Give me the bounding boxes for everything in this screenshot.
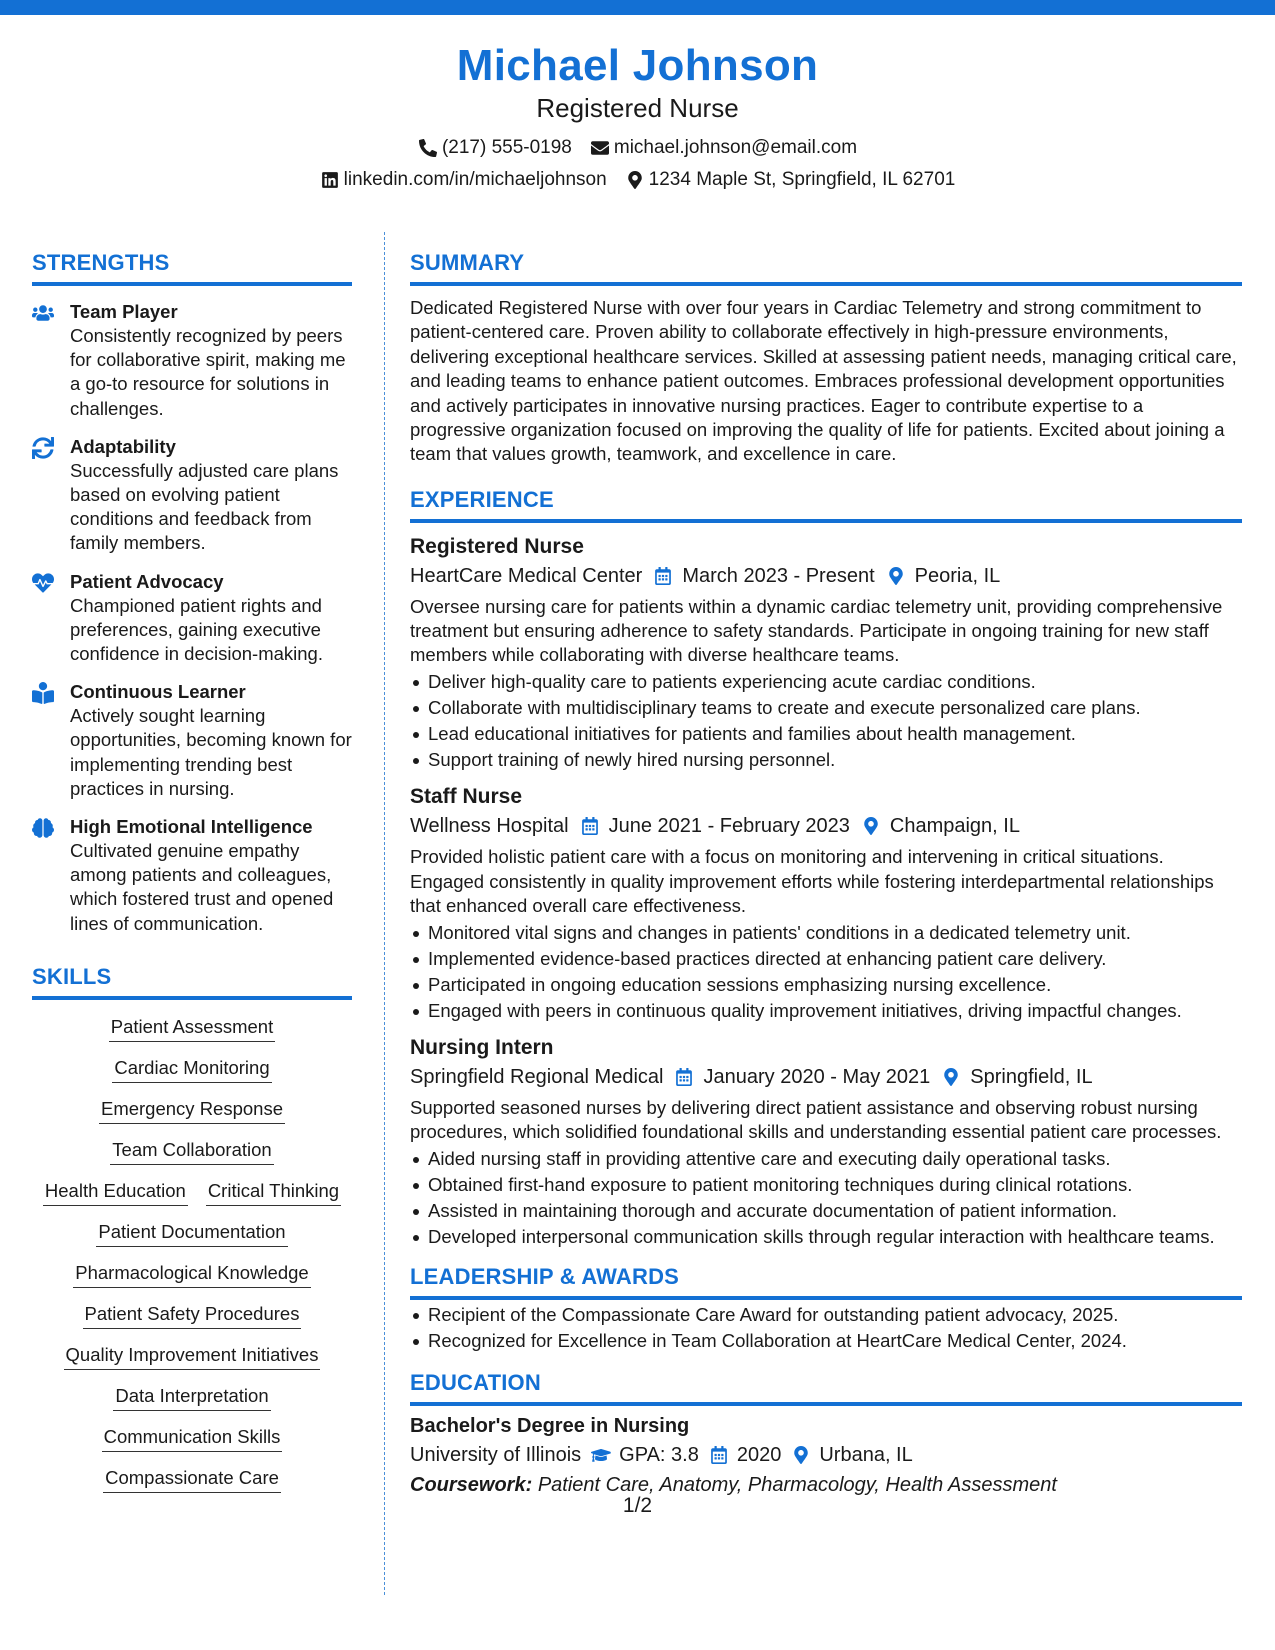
phone-icon bbox=[418, 138, 438, 158]
strength-item bbox=[32, 680, 352, 801]
list-item: Recognized for Excellence in Team Collaboration at HeartCare Medical Center, 2024. bbox=[410, 1328, 1242, 1354]
strength-desc: Actively sought learning opportunities, becoming known for implementing trending best practices in nursing. bbox=[70, 705, 352, 799]
gpa-value: GPA: 3.8 bbox=[619, 1444, 699, 1467]
page-number: 1/2 bbox=[622, 1494, 653, 1517]
job-dates: June 2021 - February 2023 bbox=[608, 815, 850, 838]
skill-tag: Data Interpretation bbox=[113, 1383, 270, 1411]
strength-title: Adaptability bbox=[70, 435, 176, 457]
map-marker-icon bbox=[625, 170, 645, 190]
job-entry bbox=[410, 783, 1242, 1024]
skill-tag: Critical Thinking bbox=[206, 1178, 341, 1206]
list-item: Aided nursing staff in providing attentive care and executing daily operational tasks. bbox=[410, 1146, 1242, 1172]
email-text: michael.johnson@email.com bbox=[613, 137, 858, 158]
job-dates: March 2023 - Present bbox=[682, 564, 875, 587]
strengths-heading: STRENGTHS bbox=[32, 248, 352, 286]
skills-list bbox=[32, 1000, 352, 1493]
phone-text: (217) 555-0198 bbox=[441, 137, 572, 158]
job-company: Wellness Hospital bbox=[410, 815, 569, 838]
education-meta bbox=[410, 1440, 1242, 1470]
strength-title: Team Player bbox=[70, 301, 178, 322]
skill-tag: Cardiac Monitoring bbox=[112, 1055, 271, 1083]
job-company: Springfield Regional Medical bbox=[410, 1066, 664, 1089]
strength-title: High Emotional Intelligence bbox=[70, 816, 313, 838]
skill-tag: Team Collaboration bbox=[110, 1137, 273, 1165]
users-icon bbox=[32, 300, 70, 421]
strength-item bbox=[32, 815, 352, 936]
job-meta bbox=[410, 561, 1242, 591]
job-title: Nursing Intern bbox=[410, 1036, 554, 1060]
coursework-label: Coursework: bbox=[410, 1474, 533, 1497]
skill-tag: Health Education bbox=[43, 1178, 188, 1206]
map-marker-icon bbox=[887, 567, 905, 585]
list-item: Collaborate with multidisciplinary teams to create and execute personalized care plans. bbox=[410, 695, 1242, 721]
candidate-role: Registered Nurse bbox=[536, 93, 739, 123]
job-entry bbox=[410, 533, 1242, 774]
contact-row-2 bbox=[0, 168, 1275, 192]
strength-title: Continuous Learner bbox=[70, 681, 246, 703]
list-item: Support training of newly hired nursing personnel. bbox=[410, 747, 1242, 773]
linkedin-text: linkedin.com/in/michaeljohnson bbox=[343, 169, 607, 190]
map-marker-icon bbox=[942, 1068, 960, 1086]
list-item: Participated in ongoing education sessions emphasizing nursing excellence. bbox=[410, 972, 1242, 998]
list-item: Obtained first-hand exposure to patient monitoring techniques during clinical rotations. bbox=[410, 1172, 1242, 1198]
job-title: Staff Nurse bbox=[410, 785, 523, 809]
address-text: 1234 Maple St, Springfield, IL 62701 bbox=[648, 169, 956, 190]
job-location: Peoria, IL bbox=[914, 564, 1001, 587]
strength-desc: Successfully adjusted care plans based on evolving patient conditions and feedback from family members. bbox=[70, 459, 339, 554]
summary-text: Dedicated Registered Nurse with over four years in Cardiac Telemetry and strong commitment to patient-centered care. Proven ability to collaborate effectively in high-pressure environments, delivering exceptional healthcare services. Skilled at assessing patient needs, managing critical care, and leading teams to enhance patient outcomes. Embraces professional development opportunities and actively participates in innovative nursing practices. Eager to contribute expertise to a progressive organization focused on improving the quality of life for patients. Excited about joining a team that values growth, teamwork, and excellence in care. bbox=[410, 297, 1237, 465]
job-bullets bbox=[410, 920, 1242, 1024]
linkedin-icon bbox=[320, 170, 340, 190]
strength-item bbox=[32, 435, 352, 556]
coursework-list: Patient Care, Anatomy, Pharmacology, Health Assessment bbox=[537, 1474, 1057, 1497]
strength-desc: Consistently recognized by peers for collaborative spirit, making me a go-to resource for solutions in challenges. bbox=[70, 325, 346, 419]
list-item: Engaged with peers in continuous quality improvement initiatives, driving impactful changes. bbox=[410, 998, 1242, 1024]
skill-tag: Patient Documentation bbox=[96, 1219, 287, 1247]
map-marker-icon bbox=[862, 817, 880, 835]
job-description: Oversee nursing care for patients within a dynamic cardiac telemetry unit, providing comprehensive treatment but ensuring adherence to safety standards. Participate in ongoing training for new staff members while collaborating with diverse healthcare teams. bbox=[410, 595, 1223, 666]
strength-desc: Cultivated genuine empathy among patients and colleagues, which fostered trust and opened lines of communication. bbox=[70, 840, 334, 934]
skill-tag: Quality Improvement Initiatives bbox=[64, 1342, 321, 1370]
job-location: Champaign, IL bbox=[889, 815, 1020, 838]
job-entry bbox=[410, 1034, 1242, 1250]
school-location: Urbana, IL bbox=[819, 1444, 913, 1467]
graduation-year: 2020 bbox=[736, 1444, 782, 1467]
linkedin-contact[interactable] bbox=[320, 168, 607, 192]
job-company: HeartCare Medical Center bbox=[410, 564, 643, 587]
top-accent-bar bbox=[0, 0, 1275, 15]
book-reader-icon bbox=[32, 680, 70, 801]
list-item: Lead educational initiatives for patients and families about health management. bbox=[410, 721, 1242, 747]
awards-heading: LEADERSHIP & AWARDS bbox=[410, 1262, 1242, 1300]
job-title: Registered Nurse bbox=[410, 534, 584, 558]
list-item: Developed interpersonal communication skills through regular interaction with healthcare teams. bbox=[410, 1224, 1242, 1250]
brain-icon bbox=[32, 815, 70, 936]
resume-header bbox=[0, 40, 1275, 192]
skills-heading: SKILLS bbox=[32, 962, 352, 1000]
job-bullets bbox=[410, 669, 1242, 773]
summary-heading: SUMMARY bbox=[410, 248, 1242, 286]
list-item: Assisted in maintaining thorough and accurate documentation of patient information. bbox=[410, 1198, 1242, 1224]
calendar-icon bbox=[709, 1446, 729, 1464]
education-heading: EDUCATION bbox=[410, 1368, 1242, 1406]
strength-title: Patient Advocacy bbox=[70, 570, 224, 592]
calendar-icon bbox=[675, 1068, 693, 1086]
column-divider bbox=[384, 232, 385, 1595]
experience-heading: EXPERIENCE bbox=[410, 485, 1242, 523]
job-description: Provided holistic patient care with a focus on monitoring and intervening in critical situations. Engaged consistently in quality improvement efforts while fostering interdepartmental relationships that enhanced overall care effectiveness. bbox=[410, 846, 1214, 916]
envelope-icon bbox=[590, 138, 610, 158]
list-item: Deliver high-quality care to patients experiencing acute cardiac conditions. bbox=[410, 669, 1242, 695]
list-item: Recipient of the Compassionate Care Award for outstanding patient advocacy, 2025. bbox=[410, 1302, 1242, 1328]
strength-item bbox=[32, 570, 352, 667]
sync-icon bbox=[32, 435, 70, 556]
heartbeat-icon bbox=[32, 570, 70, 667]
awards-list bbox=[410, 1302, 1242, 1354]
calendar-icon bbox=[654, 567, 672, 585]
job-meta bbox=[410, 1062, 1242, 1092]
list-item: Implemented evidence-based practices directed at enhancing patient care delivery. bbox=[410, 946, 1242, 972]
phone-contact bbox=[418, 136, 572, 160]
skill-tag: Compassionate Care bbox=[103, 1465, 281, 1493]
job-location: Springfield, IL bbox=[970, 1066, 1093, 1089]
job-description: Supported seasoned nurses by delivering direct patient assistance and observing robust nursing procedures, which solidified foundational skills and understanding essential patient care processes. bbox=[410, 1097, 1222, 1143]
skill-tag: Patient Assessment bbox=[109, 1014, 275, 1042]
map-marker-icon bbox=[791, 1446, 811, 1464]
job-dates: January 2020 - May 2021 bbox=[703, 1066, 931, 1089]
skill-tag: Communication Skills bbox=[102, 1424, 283, 1452]
skill-tag: Patient Safety Procedures bbox=[83, 1301, 302, 1329]
job-bullets bbox=[410, 1146, 1242, 1250]
candidate-name: Michael Johnson bbox=[456, 41, 819, 90]
left-column bbox=[32, 248, 352, 1493]
calendar-icon bbox=[581, 817, 599, 835]
list-item: Monitored vital signs and changes in patients' conditions in a dedicated telemetry unit. bbox=[410, 920, 1242, 946]
skill-tag: Emergency Response bbox=[99, 1096, 285, 1124]
job-meta bbox=[410, 811, 1242, 841]
strength-item bbox=[32, 300, 352, 421]
degree-title: Bachelor's Degree in Nursing bbox=[410, 1415, 690, 1438]
contact-row-1 bbox=[0, 136, 1275, 160]
strength-desc: Championed patient rights and preferences, gaining executive confidence in decision-making. bbox=[70, 594, 323, 665]
graduation-cap-icon bbox=[591, 1446, 611, 1464]
email-contact[interactable] bbox=[590, 136, 857, 160]
address-contact bbox=[625, 168, 956, 192]
school-name: University of Illinois bbox=[410, 1444, 582, 1467]
skill-tag: Pharmacological Knowledge bbox=[73, 1260, 310, 1288]
right-column bbox=[410, 248, 1242, 1500]
